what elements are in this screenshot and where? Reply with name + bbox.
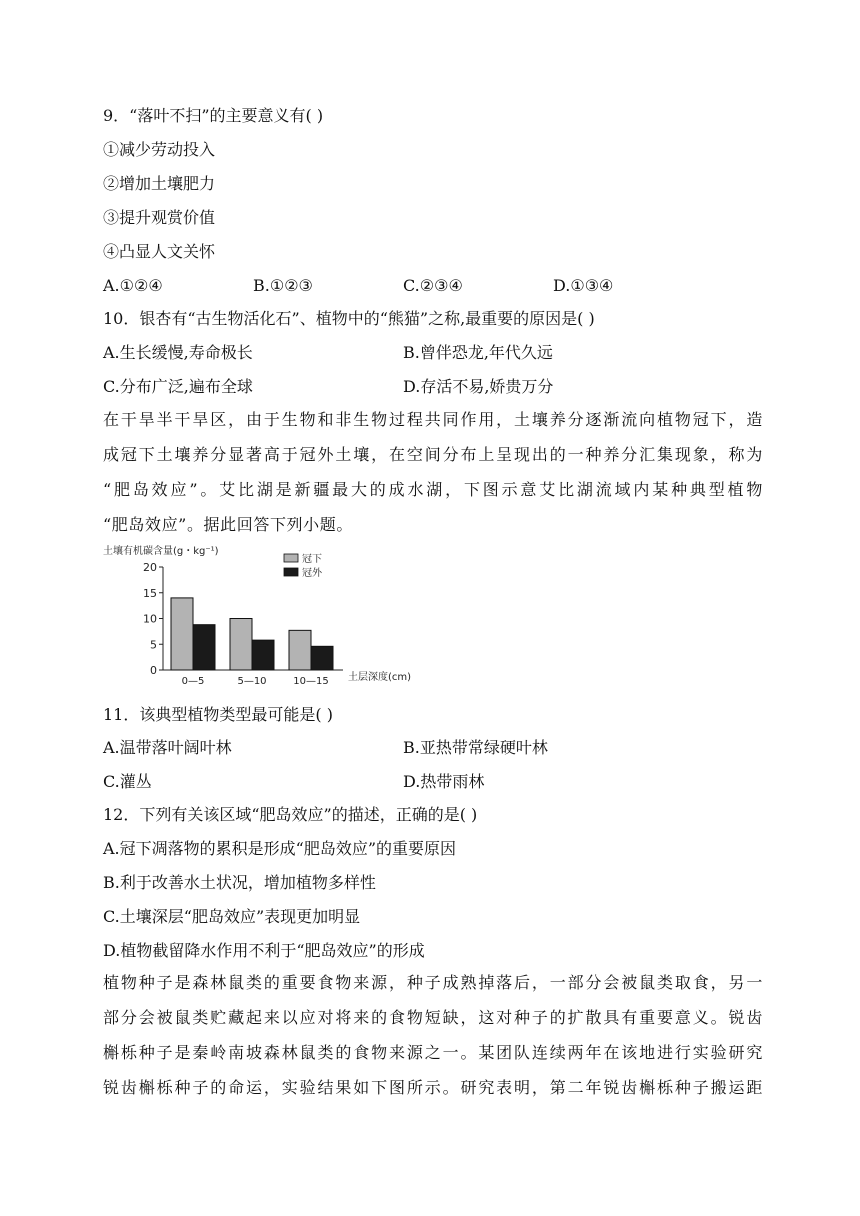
q9-item-2: ②增加土壤肥力 [103, 174, 216, 193]
q11-option-c: C.灌丛 [103, 772, 152, 791]
q9-option-d: D.①③④ [553, 276, 614, 295]
q10-option-c: C.分布广泛,遍布全球 [103, 377, 253, 396]
soil-carbon-bar-chart [103, 540, 443, 690]
q11-option-d: D.热带雨林 [403, 772, 485, 791]
q9-stem: 9．“落叶不扫”的主要意义有( ) [103, 106, 324, 125]
q9-item-3: ③提升观赏价值 [103, 208, 216, 227]
bar-冠外-0—5 [193, 625, 215, 670]
q10-option-d: D.存活不易,娇贵万分 [403, 377, 554, 396]
passage-line: 在干旱半干旱区，由于生物和非生物过程共同作用，土壤养分逐渐流向植物冠下，造 [103, 410, 763, 429]
q9-item-4: ④凸显人文关怀 [103, 242, 216, 261]
passage-line: 植物种子是森林鼠类的重要食物来源，种子成熟掉落后，一部分会被鼠类取食，另一 [103, 973, 763, 992]
x-tick-label: 10—15 [293, 676, 329, 687]
q12-option-c: C.土壤深层“肥岛效应”表现更加明显 [103, 907, 361, 926]
q11-option-a: A.温带落叶阔叶林 [103, 738, 232, 757]
passage-fertile-island [103, 402, 763, 542]
chart-ylabel: 土壤有机碳含量(g・kg⁻¹) [103, 546, 219, 557]
legend-label: 冠外 [302, 568, 322, 579]
passage-line: 成冠下土壤养分显著高于冠外土壤，在空间分布上呈现出的一种养分汇集现象，称为 [103, 445, 763, 464]
passage-line: 部分会被鼠类贮藏起来以应对将来的食物短缺，这对种子的扩散具有重要意义。锐齿 [103, 1008, 763, 1027]
q12-option-d: D.植物截留降水作用不利于“肥岛效应”的形成 [103, 941, 425, 960]
bar-冠外-10—15 [311, 646, 333, 670]
y-tick-label: 10 [143, 612, 157, 626]
q9-option-a: A.①②④ [103, 276, 163, 295]
legend-swatch [284, 568, 298, 576]
passage-line: 锐齿槲栎种子的命运，实验结果如下图所示。研究表明，第二年锐齿槲栎种子搬运距 [103, 1078, 763, 1097]
q10-stem: 10．银杏有“古生物活化石”、植物中的“熊猫”之称,最重要的原因是( ) [103, 309, 595, 328]
q10-option-a: A.生长缓慢,寿命极长 [103, 343, 253, 362]
q12-option-b: B.利于改善水土状况，增加植物多样性 [103, 873, 376, 892]
bar-冠下-10—15 [289, 630, 311, 670]
q9-item-1: ①减少劳动投入 [103, 140, 216, 159]
chart-xlabel: 土层深度(cm) [348, 672, 412, 683]
q12-option-a: A.冠下凋落物的累积是形成“肥岛效应”的重要原因 [103, 839, 457, 858]
chart-legend [284, 553, 323, 579]
x-tick-label: 5—10 [237, 676, 267, 687]
y-tick-label: 15 [143, 586, 157, 600]
y-tick-label: 5 [150, 638, 157, 652]
legend-swatch [284, 554, 298, 562]
chart-bars [171, 598, 333, 670]
passage-seed-fate [103, 965, 763, 1105]
bar-冠下-5—10 [230, 619, 252, 671]
q11-option-b: B.亚热带常绿硬叶林 [403, 738, 548, 757]
chart-x-ticks [182, 676, 329, 687]
q10-option-b: B.曾伴恐龙,年代久远 [403, 343, 553, 362]
passage-line: “肥岛效应”。艾比湖是新疆最大的成水湖，下图示意艾比湖流域内某种典型植物 [103, 480, 763, 499]
bar-冠下-0—5 [171, 598, 193, 670]
bar-冠外-5—10 [252, 640, 274, 670]
y-tick-label: 20 [143, 561, 157, 574]
passage-line: “肥岛效应”。据此回答下列小题。 [103, 515, 353, 534]
x-tick-label: 0—5 [181, 676, 205, 687]
legend-label: 冠下 [302, 554, 322, 565]
q12-stem: 12．下列有关该区域“肥岛效应”的描述，正确的是( ) [103, 805, 478, 824]
passage-line: 槲栎种子是秦岭南坡森林鼠类的食物来源之一。某团队连续两年在该地进行实验研究 [103, 1043, 763, 1062]
q11-stem: 11．该典型植物类型最可能是( ) [103, 705, 333, 724]
q9-option-c: C.②③④ [403, 276, 463, 295]
q9-option-b: B.①②③ [253, 276, 313, 295]
y-tick-label: 0 [150, 664, 157, 677]
